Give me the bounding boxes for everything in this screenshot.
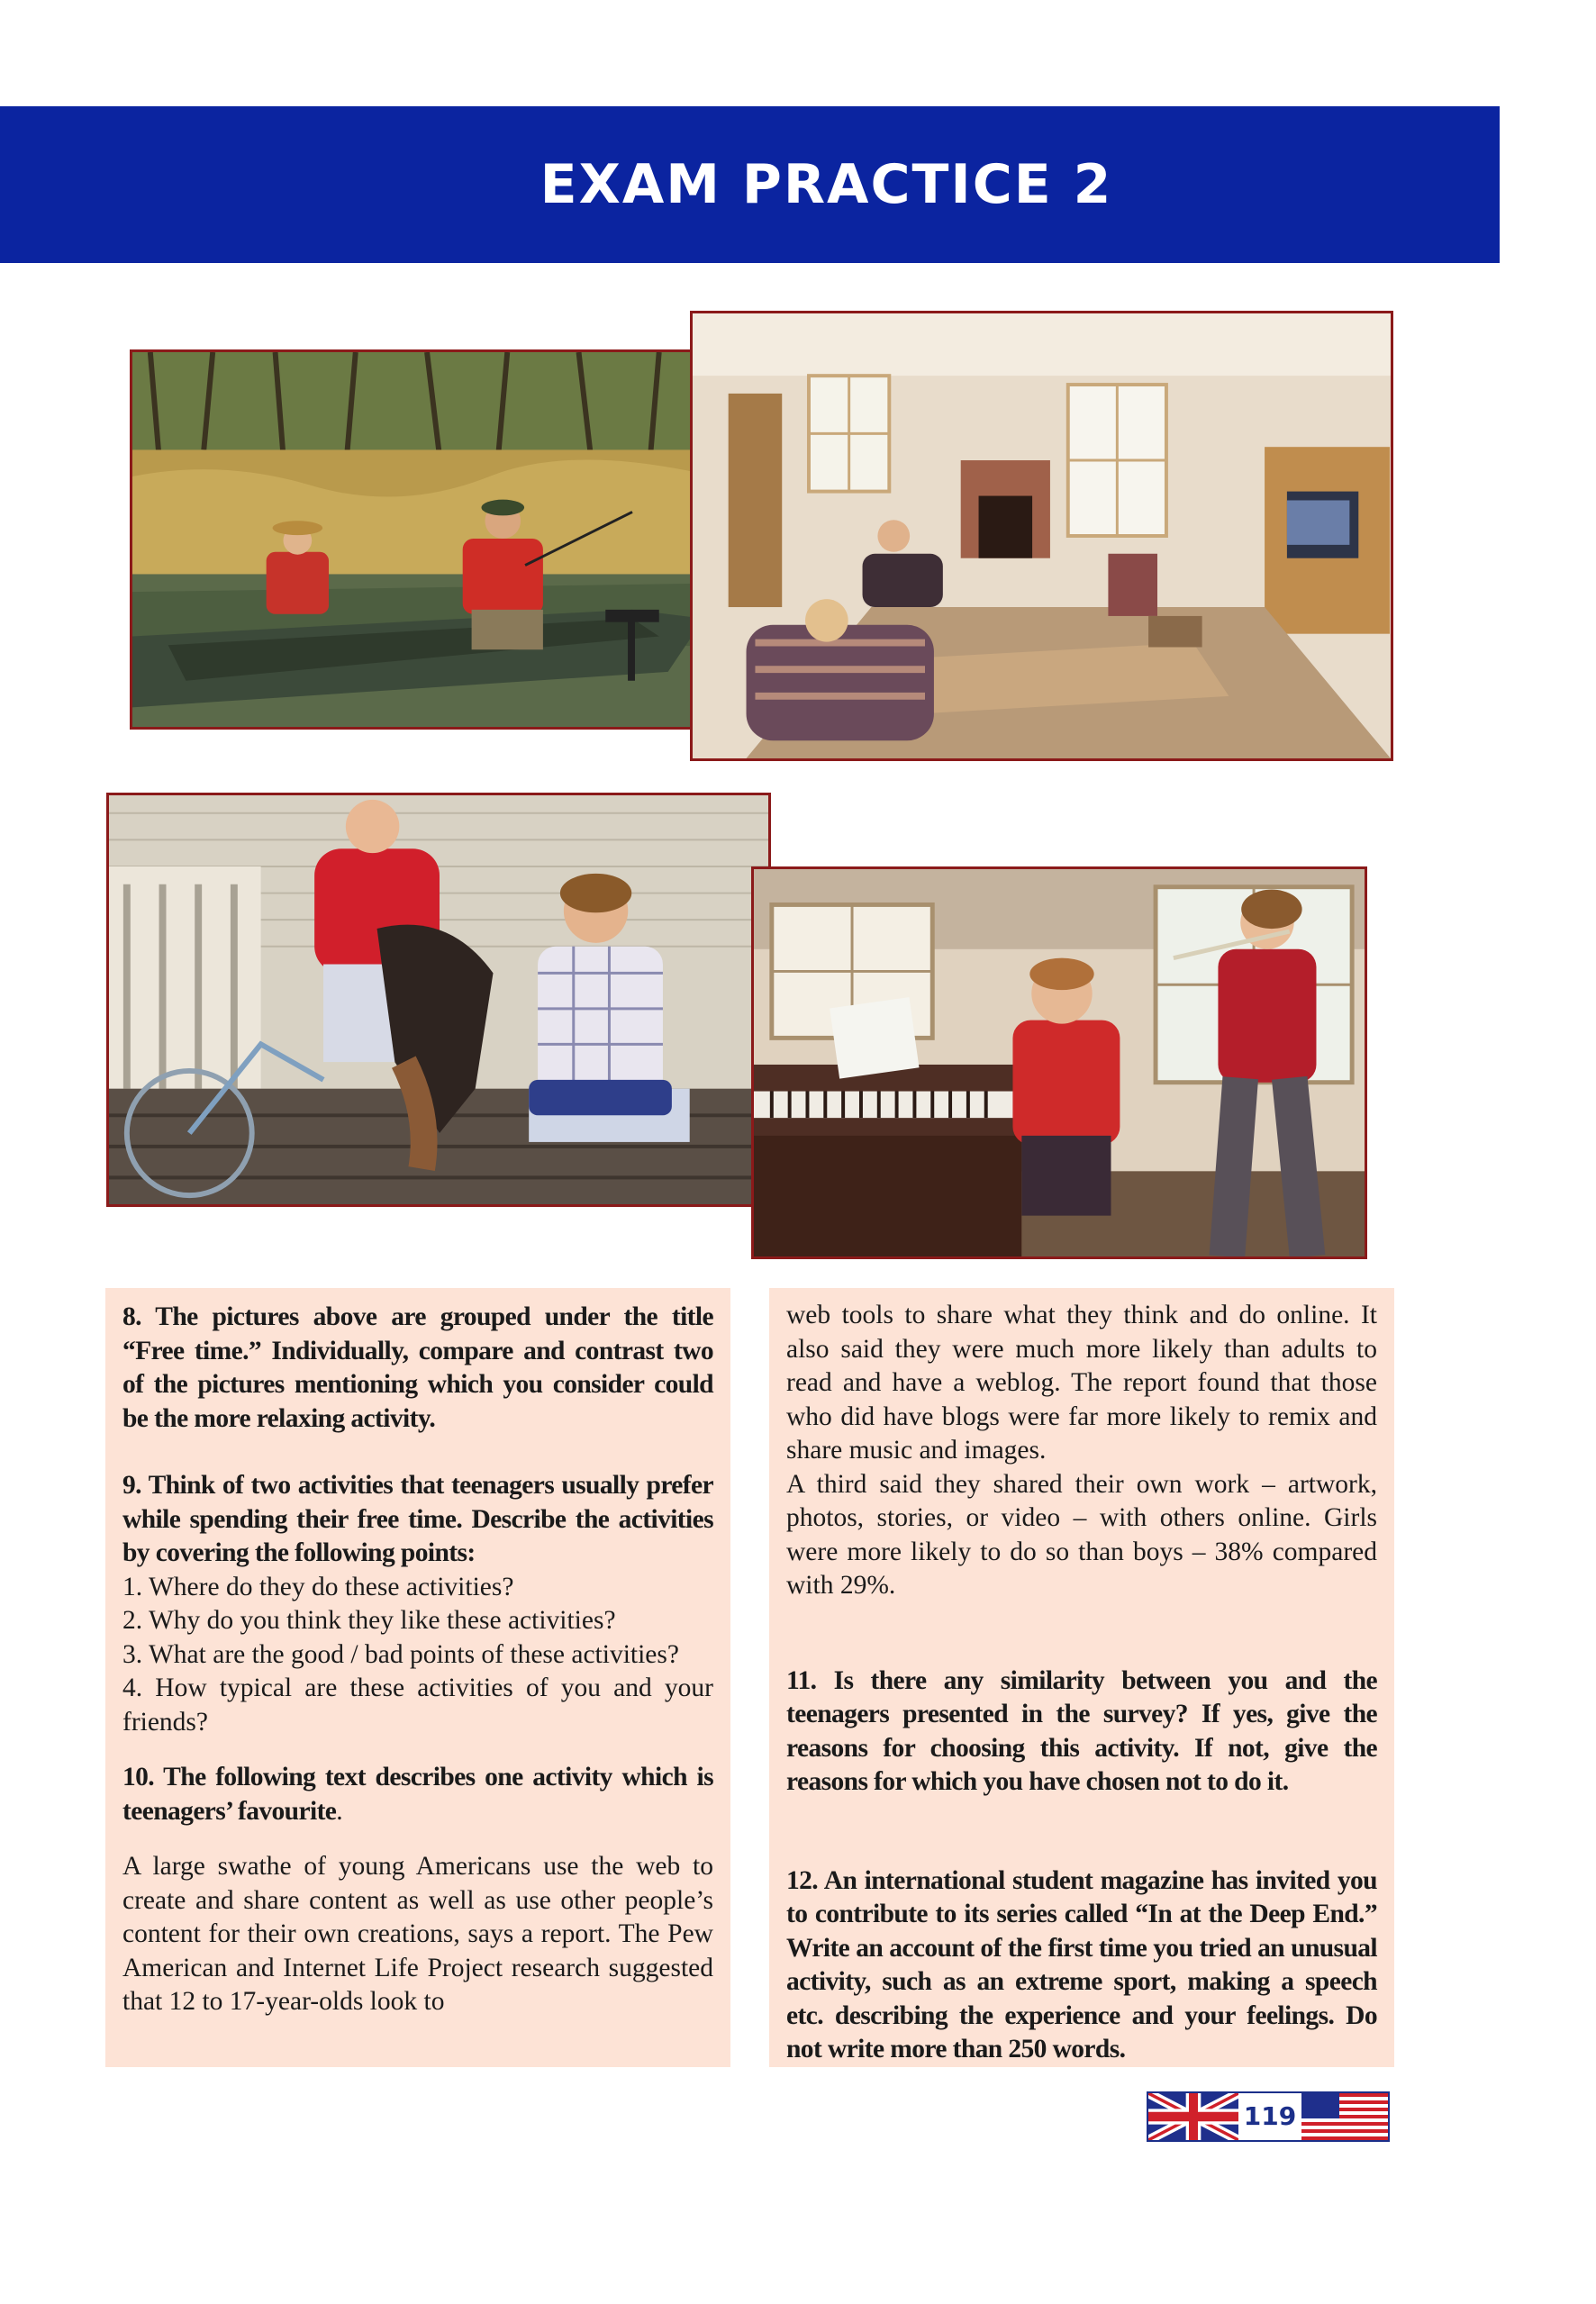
question-10: [122, 1761, 713, 1828]
question-9-point-4: 4. How typical are these activities of you and your friends?: [122, 1674, 713, 1737]
photo-living-room: [690, 311, 1393, 761]
question-9-point-2: 2. Why do you think they like these activities?: [122, 1606, 616, 1635]
question-10-period: .: [336, 1796, 343, 1826]
left-questions-panel: [105, 1288, 730, 2067]
photo-fishing-boat: [130, 349, 735, 730]
us-flag-icon: [1301, 2093, 1388, 2140]
right-questions-panel: [769, 1288, 1394, 2067]
photo-porch-dog: [106, 793, 771, 1207]
question-9-point-1: 1. Where do they do these activities?: [122, 1572, 514, 1601]
question-12: 12. An international student magazine has invited you to contribute to its series called “In at the Deep End.” Write an account of the first time you tried an unusual activity, such as an extreme sport, making a speech etc. describing the experience and your feelings. Do not write more than 250 words.: [786, 1865, 1377, 2064]
question-8: 8. The pictures above are grouped under the title “Free time.” Individually, compare and contrast two of the pictures mentioning which you consider could be the more relaxing activity.: [122, 1302, 713, 1433]
porch-dog-image: [109, 795, 768, 1204]
piano-flute-image: [754, 869, 1365, 1256]
question-11: 11. Is there any similarity between you and the teenagers presented in the survey? If yes, give the reasons for choosing this activity. If not, give the reasons for which you have chosen not to do it.: [786, 1665, 1377, 1796]
question-9-point-3: 3. What are the good / bad points of these activities?: [122, 1639, 679, 1669]
photo-piano-flute: [751, 866, 1367, 1259]
survey-text-continued-2: A third said they shared their own work – artwork, photos, stories, or video – with others online. Girls were more likely to do so than boys – 38% compared with 29%.: [786, 1469, 1377, 1600]
living-room-image: [693, 313, 1391, 758]
page-number-badge: [1147, 2091, 1390, 2142]
survey-text-continued-1: web tools to share what they think and do online. It also said they were much more likely than adults to read and have a weblog. The report found that those who did have blogs were far more likely to remix and share music and images.: [786, 1301, 1377, 1465]
fishing-scene-image: [132, 352, 732, 727]
header-banner: [0, 106, 1500, 263]
survey-text-start: A large swathe of young Americans use the web to create and share content as well as use other people’s content for their own creations, says a report. The Pew American and Internet Life Project research suggested that 12 to 17-year-olds look to: [122, 1852, 713, 2016]
uk-flag-icon: [1148, 2093, 1238, 2140]
question-10-text: 10. The following text describes one activity which is teenagers’ favourite: [122, 1763, 713, 1826]
page-number: 119: [1238, 2093, 1301, 2140]
question-9: 9. Think of two activities that teenagers usually prefer while spending their free time. Describe the activities by covering the following points:: [122, 1471, 713, 1567]
page-title: EXAM PRACTICE 2: [540, 153, 1113, 216]
